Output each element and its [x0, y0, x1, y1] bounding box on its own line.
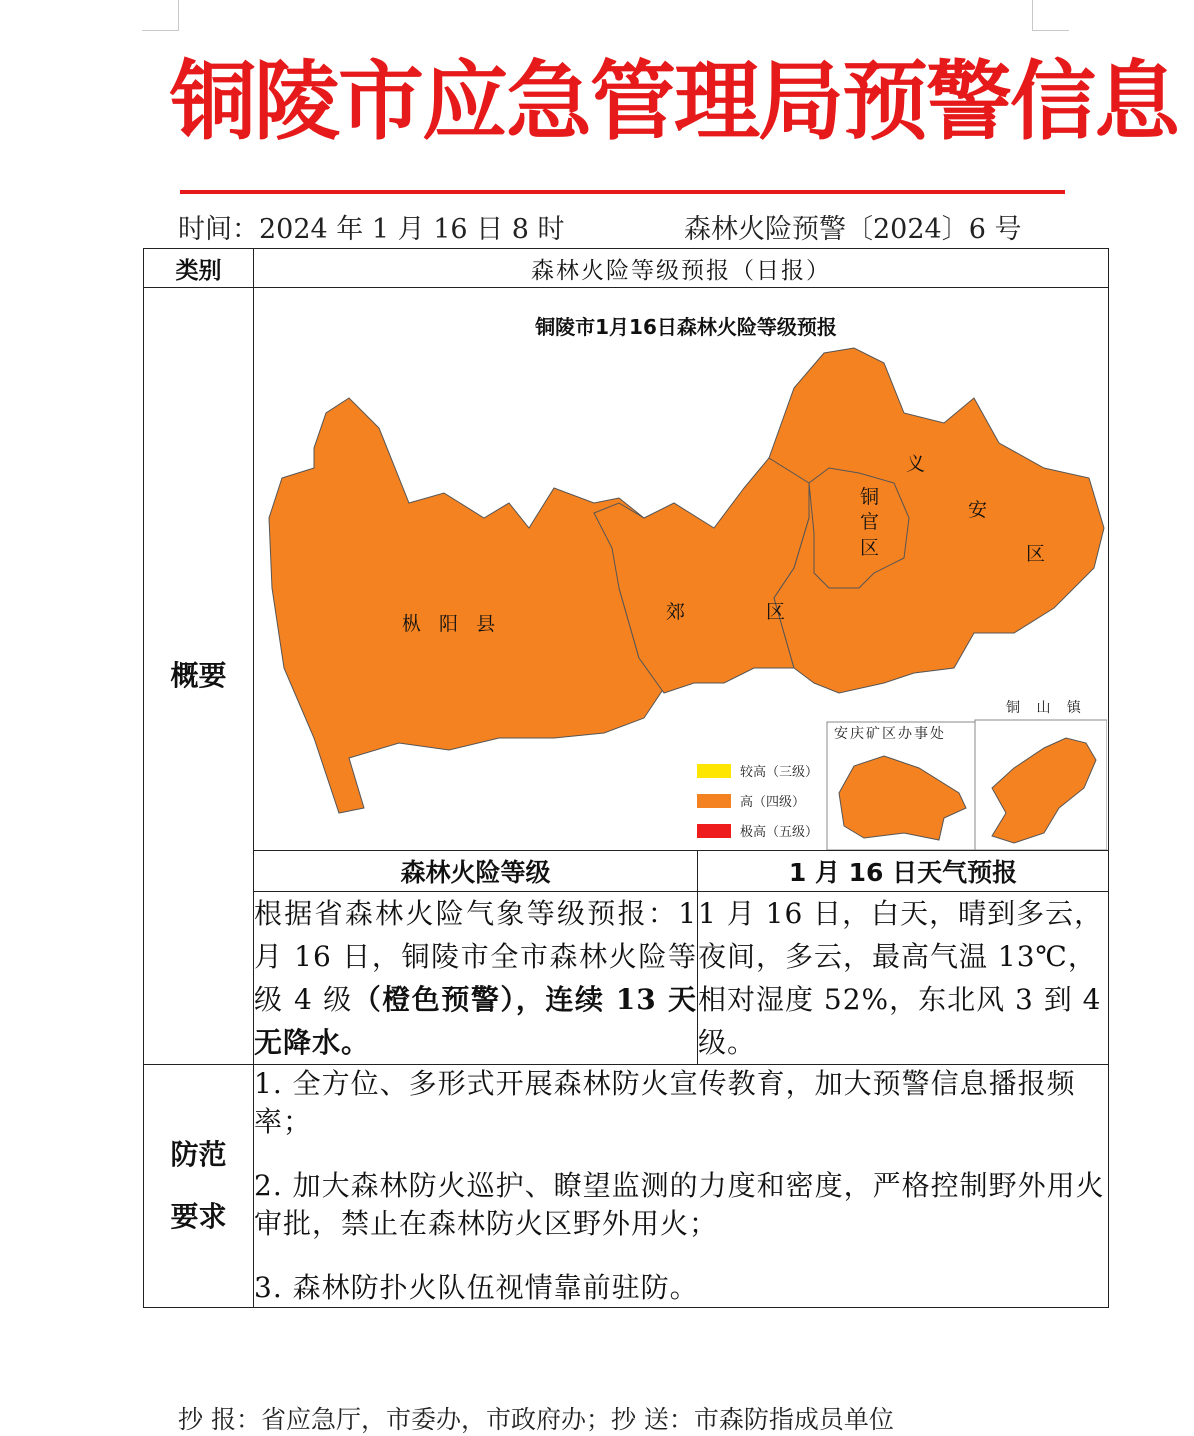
label-yian-2: 安: [968, 499, 988, 521]
document-number: 森林火险预警〔2024〕6 号: [684, 214, 1022, 245]
legend-label-level3: 较高（三级）: [740, 765, 819, 780]
map-svg: [254, 288, 1107, 850]
label-tongguan-3: 区: [860, 537, 880, 559]
title-divider: [180, 190, 1065, 194]
requirement-item: 1. 全方位、多形式开展森林防火宣传教育，加大预警信息播报频率；: [254, 1067, 1076, 1138]
summary-detail-table: [254, 850, 1108, 1064]
fire-level-text: [254, 892, 698, 1065]
weather-text: 1 月 16 日，白天，晴到多云，夜间，多云，最高气温 13℃，相对湿度 52%，东北风 3 到 4 级。: [698, 897, 1104, 1059]
fire-level-text-1: 根据省森林火险气象等级预报：1 月 16 日，铜陵市全市森林火险等级 4 级: [254, 897, 698, 1016]
requirement-item: 2. 加大森林防火巡护、瞭望监测的力度和密度，严格控制野外用火审批，禁止在森林防火区野外用火；: [254, 1169, 1105, 1240]
category-label: 类别: [144, 249, 254, 288]
legend-label-level4: 高（四级）: [740, 795, 806, 810]
requirement-list: [254, 1065, 1109, 1308]
label-tongshan: 铜 山 镇: [1006, 700, 1087, 716]
summary-content: [254, 288, 1109, 1065]
region-yian: [769, 348, 1104, 693]
label-yian-3: 区: [1026, 543, 1046, 565]
fire-risk-map: [254, 288, 1108, 850]
legend-label-level5: 极高（五级）: [740, 825, 819, 840]
requirement-label: 防范要求: [144, 1065, 254, 1308]
label-tongguan-1: 铜: [860, 486, 880, 508]
summary-label: 概要: [144, 288, 254, 1065]
legend-swatch-level5: [697, 824, 731, 838]
label-zongyang: 枞 阳 县: [402, 613, 502, 635]
crop-mark-right: [1032, 0, 1069, 31]
label-anqing: 安庆矿区办事处: [834, 726, 946, 742]
issue-time: 时间：2024 年 1 月 16 日 8 时: [178, 214, 565, 245]
label-jiaoqu-2: 区: [766, 601, 786, 623]
crop-mark-left: [142, 0, 179, 31]
fire-level-text-2: （橙色预警），连续 13 天无降水。: [254, 983, 698, 1059]
label-yian-1: 义: [906, 453, 926, 475]
requirement-item: 3. 森林防扑火队伍视情靠前驻防。: [254, 1271, 699, 1304]
document-title: 铜陵市应急管理局预警信息: [170, 51, 1178, 152]
legend-swatch-level4: [697, 794, 731, 808]
weather-header: 1 月 16 日天气预报: [698, 851, 1108, 892]
region-zongyang: [269, 398, 664, 813]
label-jiaoqu-1: 郊: [666, 601, 686, 623]
legend-swatch-level3: [697, 764, 731, 778]
warning-table: [143, 248, 1109, 1308]
fire-level-header: 森林火险等级: [254, 851, 698, 892]
distribution-footer: 抄 报：省应急厅，市委办，市政府办；抄 送：市森防指成员单位: [178, 1405, 894, 1434]
label-tongguan-2: 官: [860, 511, 880, 533]
category-value: 森林火险等级预报（日报）: [254, 249, 1109, 288]
map-title: 铜陵市1月16日森林火险等级预报: [535, 315, 837, 339]
